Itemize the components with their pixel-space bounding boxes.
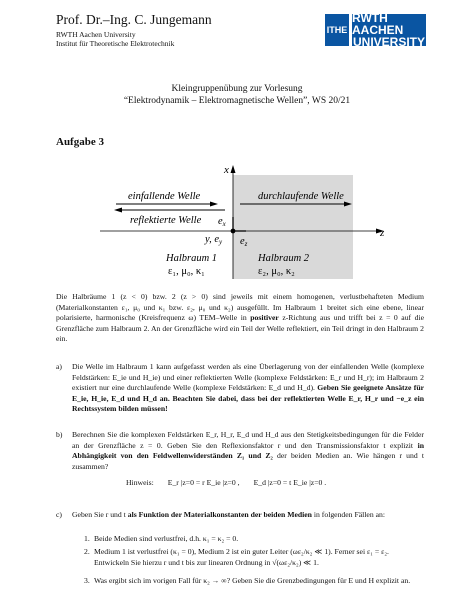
title-line1: Kleingruppenübung zur Vorlesung [171,84,303,94]
task-b [56,430,424,472]
halbraum2-params: ε₂, μ₀, κ₂ [258,266,295,277]
y-ey-label: y, ey [205,234,223,246]
task-c [56,510,424,521]
task-c-item-3 [84,576,424,587]
ithe-logo: ITHE [325,14,349,46]
ex-label: ex [218,216,226,228]
hint-eq2: E_d |z=0 = t E_ie |z=0 . [253,478,327,487]
intro-text-2: z-Richtung aus und trifft bei z = 0 auf die Grenzfläche zum Halbraum 2. An der Grenzfläche wird ein Teil der Welle reflektiert, ein Teil dringt in den Halbraum 2 ein. [56,313,424,343]
title-line2: “Elektrodynamik – Elektromagnetische Wellen”, WS 20/21 [123,96,351,106]
task-b-label: b) [56,430,63,439]
task-a-label: a) [56,362,62,371]
reflected-wave-label: reflektierte Welle [130,215,202,226]
task-a [56,362,424,415]
task-c-item-1-number: 1. [84,534,90,543]
task-a-text: Die Welle im Halbraum 1 kann aufgefasst werden als eine Überlagerung von der einfallenden Welle (komplexe Feldstärken: E_ie und H_ie) und einer reflektierten Welle (komplexe Feldstärken: E_r und H_r); im Halbraum 2 existiert nur eine durchlaufende Welle (komplexe Feldstärken: E_d und H_d). [72,362,424,392]
logo [325,11,426,49]
task-c-item-2-text: Medium 1 ist verlustfrei (κ₁ = 0), Medium 2 ist ein guter Leiter (ωε₂/κ₂ ≪ 1). Ferner sei ε₁ = ε₂. Entwickeln Sie hierzu r und t bis zur linearen Ordnung in √(ωε₂/κ₂) ≪ 1. [94,547,389,567]
task-c-text: Geben Sie r und t [72,510,128,519]
origin-dot [231,229,236,234]
institute-name: Institut für Theoretische Elektrotechnik [56,39,175,48]
transmitted-wave-label: durchlaufende Welle [258,191,344,202]
wave-diagram [100,163,400,285]
rwth-logo-line1: RWTH AACHEN [352,11,404,37]
rwth-logo-line2: UNIVERSITY [352,35,425,49]
task-a-bold: Geben Sie geeignete Ansätze für E_ie, H_ie, E_d und H_d an. Beachten Sie dabei, dass bei der reflektierten Welle E_r, H_r und −e_z ein Rechtssystem bilden müssen! [72,383,425,413]
incident-wave-label: einfallende Welle [128,191,201,202]
reflected-arrow [114,208,122,213]
task-c-item-3-text: Was ergibt sich im vorigen Fall für κ₂ → ∞? Geben Sie die Grenzbedingungen für E und H explizit an. [94,576,411,585]
document-title [0,83,474,107]
university-name: RWTH Aachen University [56,30,136,39]
task-b-text: Berechnen Sie die komplexen Feldstärken E_r, H_r, E_d und H_d aus den Stetigkeitsbedingungen für die Felder an der Grenzfläche z = 0. Geben Sie den Reflexionsfaktor r und den Transmissionsfaktor t explizit [72,430,424,450]
task-c-item-2-number: 2. [84,547,90,556]
rwth-logo [352,11,426,49]
task-b-bold: in Abhängigkeit von den Feldwellenwiderständen Z₁ und Z₂ [72,440,424,460]
x-axis-label: x [224,164,229,176]
halbraum2-label: Halbraum 2 [258,253,310,264]
exercise-heading: Aufgabe 3 [56,136,104,148]
intro-text-1: Die Halbräume 1 (z < 0) bzw. 2 (z > 0) sind jeweils mit einem homogenen, verlustbehafteten Medium (Materialkonstanten ε₁, μ₀ und κ₁ bzw. ε₂, μ₀ und κ₂) ausgefüllt. Im Halbraum 1 breitet sich eine ebene, linear polarisierte, harmonische (Kreisfrequenz ω) TEM–Welle in [56,292,424,322]
professor-name: Prof. Dr.–Ing. C. Jungemann [56,12,212,27]
hint-label: Hinweis: [126,478,154,487]
halbraum1-label: Halbraum 1 [166,253,218,264]
task-c-item-3-number: 3. [84,576,90,585]
task-c-item-1-text: Beide Medien sind verlustfrei, d.h. κ₁ = κ₂ = 0. [94,534,239,543]
task-c-bold: als Funktion der Materialkonstanten der beiden Medien [127,510,312,519]
ez-label: ez [240,236,248,248]
task-c-text2: in folgenden Fällen an: [311,510,385,519]
z-axis-label: z [380,227,385,239]
university-info [56,30,174,48]
x-axis-arrow [231,165,236,173]
halbraum1-params: ε₁, μ₀, κ₁ [168,266,205,277]
hint [126,478,326,487]
task-c-label: c) [56,510,62,519]
task-b-text2: der beiden Medien an. Wie hängen r und t zusammen? [72,451,424,471]
intro-bold: positiver [250,313,279,322]
incident-arrow [210,202,218,207]
task-c-item-1 [84,534,424,545]
intro-paragraph [56,292,424,345]
hint-eq1: E_r |z=0 = r E_ie |z=0 , [167,478,240,487]
task-c-item-2 [84,547,424,568]
